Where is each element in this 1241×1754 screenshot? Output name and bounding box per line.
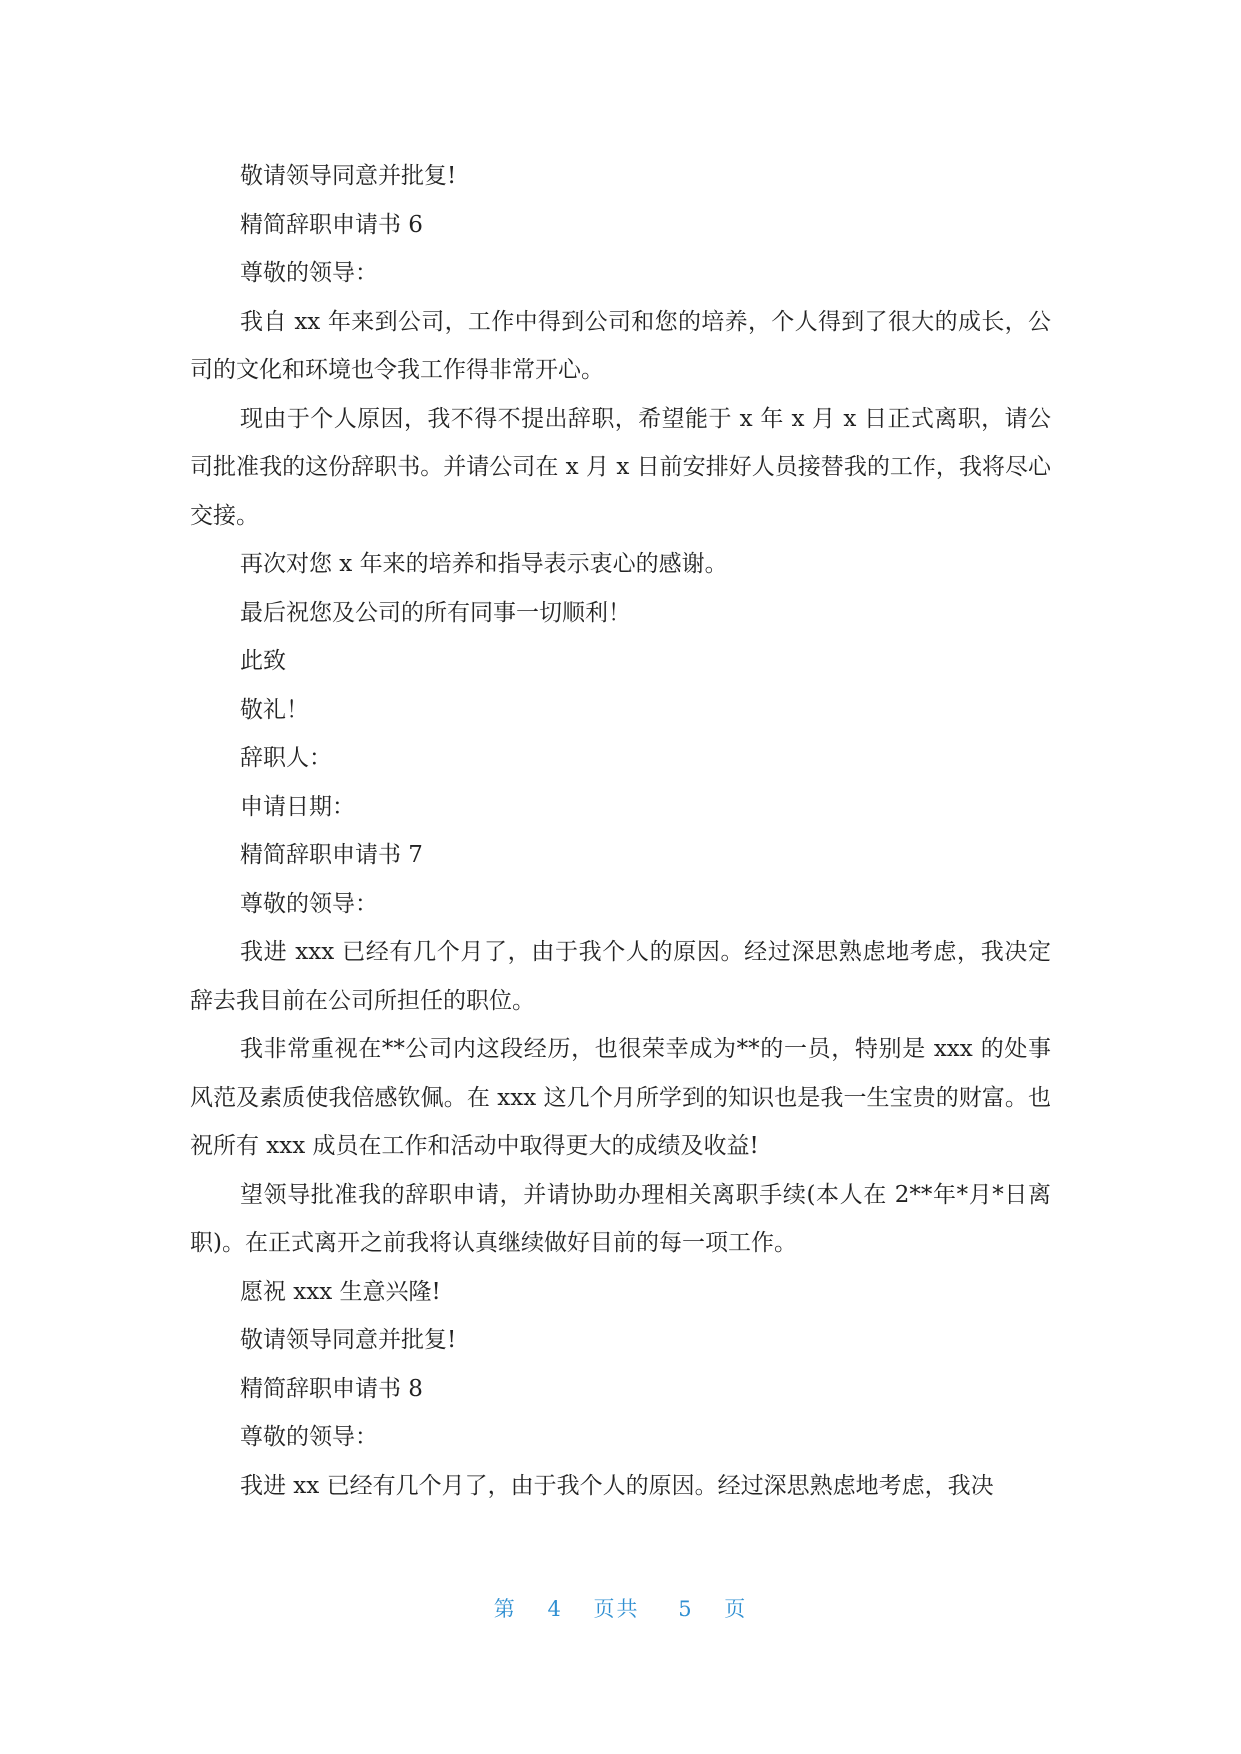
- paragraph: 我自 xx 年来到公司，工作中得到公司和您的培养，个人得到了很大的成长，公司的文化和环境也令我工作得非常开心。: [190, 308, 1051, 383]
- paragraph: 再次对您 x 年来的培养和指导表示衷心的感谢。: [240, 551, 728, 577]
- signature-field: 辞职人：: [240, 745, 332, 771]
- footer-current-page: 4: [547, 1597, 563, 1621]
- paragraph: 最后祝您及公司的所有同事一切顺利！: [240, 599, 631, 626]
- salutation: 尊敬的领导：: [240, 1424, 378, 1450]
- closing: 敬礼！: [240, 696, 309, 723]
- document-body: [190, 152, 1051, 1510]
- section-heading: 精简辞职申请书 6: [240, 211, 423, 238]
- salutation: 尊敬的领导：: [240, 890, 378, 917]
- paragraph: 我进 xx 已经有几个月了，由于我个人的原因。经过深思熟虑地考虑，我决: [240, 1472, 994, 1499]
- section-heading: 精简辞职申请书 7: [240, 842, 423, 868]
- footer-label-of: 页共: [593, 1597, 640, 1621]
- footer-label-end: 页: [724, 1597, 748, 1621]
- paragraph: 望领导批准我的辞职申请，并请协助办理相关离职手续(本人在 2**年*月*日离职)。在正式离开之前我将认真继续做好目前的每一项工作。: [190, 1181, 1051, 1256]
- paragraph: 我进 xxx 已经有几个月了，由于我个人的原因。经过深思熟虑地考虑，我决定辞去我目前在公司所担任的职位。: [190, 939, 1051, 1014]
- salutation: 尊敬的领导：: [240, 260, 378, 286]
- paragraph: 愿祝 xxx 生意兴隆!: [240, 1278, 441, 1305]
- paragraph: 敬请领导同意并批复!: [240, 163, 457, 189]
- closing: 此致: [240, 648, 286, 674]
- paragraph: 我非常重视在**公司内这段经历，也很荣幸成为**的一员，特别是 xxx 的处事风范及素质使我倍感钦佩。在 xxx 这几个月所学到的知识也是我一生宝贵的财富。也祝所有 xxx 成员在工作和活动中取得更大的成绩及收益!: [190, 1036, 1051, 1159]
- footer-total-pages: 5: [678, 1597, 694, 1621]
- page-footer: [0, 1593, 1241, 1623]
- paragraph: 现由于个人原因，我不得不提出辞职，希望能于 x 年 x 月 x 日正式离职，请公司批准我的这份辞职书。并请公司在 x 月 x 日前安排好人员接替我的工作，我将尽心交接。: [190, 405, 1051, 529]
- footer-label-page: 第: [493, 1597, 517, 1621]
- date-field: 申请日期：: [240, 793, 355, 820]
- section-heading: 精简辞职申请书 8: [240, 1375, 423, 1402]
- paragraph: 敬请领导同意并批复!: [240, 1327, 457, 1353]
